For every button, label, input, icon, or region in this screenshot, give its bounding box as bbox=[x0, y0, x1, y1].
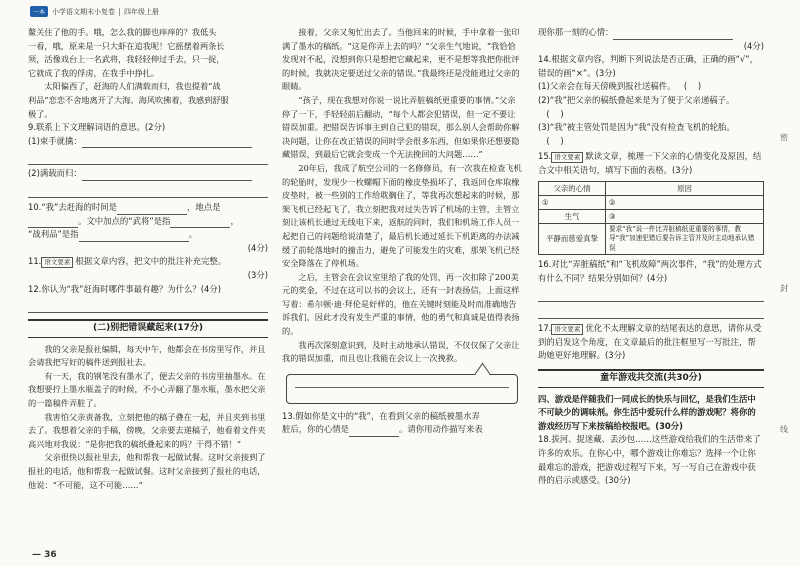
q9-2-answer-line-2[interactable] bbox=[28, 183, 268, 198]
q9-2-label: (2)满载而归： bbox=[28, 168, 82, 179]
q10-warrior-blank[interactable] bbox=[170, 217, 230, 228]
q13-text-c: 。请你用动作描写来表 bbox=[399, 424, 483, 435]
q12-answer-line[interactable] bbox=[28, 298, 268, 313]
q14-3-paren[interactable]: ( ) bbox=[546, 135, 564, 146]
q13-text-d: 现你那一刻的心情： bbox=[538, 27, 614, 37]
passage-line: 鳌关住了他的手。哦，怎么我的脚也痒痒的？我低头 bbox=[28, 27, 217, 37]
part-2-title: (二)别把错误藏起来(17分) bbox=[28, 319, 268, 338]
q10-text-a: 10.“我”去赶海的时间是 bbox=[28, 201, 117, 212]
passage-line: 太阳偏西了，赶海的人们满载而归，我也提着“战 bbox=[44, 81, 221, 92]
q14-3: (3)“我”被主管处罚是因为“我”没有检查飞机的轮胎。 bbox=[538, 122, 735, 133]
passage2-para: 我再次深刻意识到，及时主动地承认错误，不仅仅保了父亲让我的错误加重，而且也让我能在会议上一次挽救。 bbox=[282, 339, 520, 364]
passage-line: 利品”恋恋不舍地离开了大海。海风吹拂着，我感到舒服 bbox=[28, 94, 229, 105]
q13-score: (4分) bbox=[743, 40, 764, 51]
question-16: 16.对比“弄脏稿纸”和“飞机故障”两次事件，“我”的处理方式有什么不同？结果分别如何？(4分) bbox=[538, 259, 762, 283]
q14-1: (1)父亲会在每天傍晚到报社送稿件。 bbox=[538, 81, 676, 92]
passage2-para: 接着，父亲又匆忙出去了。当他回来的时候，手中拿着一张印满了墨水的稿纸。“这是你弄上去的吗？”父亲生气地说，“我恰恰发现对不起，没想到你只是想把它藏起来，更不是想等我把你批评的时候，我就决定要送过父亲的错误。”我最终还是没能逃过父亲的眼睛。 bbox=[282, 27, 520, 92]
question-14: 14.根据文章内容，判断下列说法是否正确，正确的画“√”，错误的画“×”。(3分) bbox=[538, 54, 758, 78]
header-divider bbox=[119, 8, 120, 16]
q13-mood-blank[interactable] bbox=[349, 426, 399, 437]
passage2-para: 父亲很快以报社里去，他和帮我一起做试餐。这时父亲接到了报社的电话，他和帮我一起做试餐。这时父亲接到了报社的电话，他说：“不可能，这不可能……” bbox=[28, 452, 266, 490]
q13-text-a: 13.假如你是文中的“我”，在看到父亲的稿纸被墨水弄 bbox=[282, 410, 480, 421]
passage2-para: 20年后，我成了航空公司的一名修修员，有一次我在检查飞机的轮胎时，发现少一枚螺帽下面的橡皮垫损坏了，我返回仓库取橡皮垫时，被一些别的工作给耽搁住了，等我再次想起来的时候，那架飞机已经起飞了，我立刻把我对过失告诉了机场的主管，主管立刻让该机长通过无线电下来，返航的同时，我们和机场工作人员一起把自己的问题给说清楚了，最后机长通过延长下机距离的办法减缓了前轮落地时的撞击力，避免了可能发生的灾难，那架飞机已经安全降落在了停机场。 bbox=[282, 162, 522, 269]
q9-1-answer-line-2[interactable] bbox=[28, 150, 268, 165]
passage2-para: 有一天，我的钢笔没有墨水了，便去父亲的书房里抽墨水。在我想要拧上墨水瓶盖子的时候，不小心弄翻了墨水瓶，墨水把父亲的一篇稿件弄脏了。 bbox=[28, 370, 266, 409]
book-title: 小学语文期末小复卷 bbox=[52, 7, 116, 16]
q10-trophy-blank[interactable] bbox=[79, 231, 189, 242]
table-cell: 要求“我”说一件比弄脏稿纸更重要的事情，教导“我”加速犯错后要告诉主管并及时主动地承认错误 bbox=[606, 223, 764, 255]
q11-tag: 语文要素 bbox=[41, 257, 73, 268]
passage-line: 一看，哦，原来是一只大虾在追我呢！它摇摆着两条长 bbox=[28, 40, 225, 51]
q16-answer-line-2[interactable] bbox=[538, 304, 764, 319]
question-9: 9.联系上下文理解词语的意思。(2分) bbox=[28, 122, 166, 133]
q14-2: (2)“我”把父亲的稿纸叠起来是为了便于父亲递稿子。 bbox=[538, 94, 735, 105]
q14-1-paren[interactable]: ( ) bbox=[683, 81, 702, 92]
page-number: — 36 bbox=[32, 550, 57, 560]
grade-label: 四年级上册 bbox=[124, 7, 160, 16]
q10-text-d: ， bbox=[230, 215, 239, 226]
question-12: 12.你认为“我”赶海时哪件事最有趣？为什么？(4分) bbox=[28, 283, 221, 294]
annotation-line bbox=[295, 387, 509, 388]
brand-logo: 一本 bbox=[30, 6, 48, 17]
q17-number: 17. bbox=[538, 323, 552, 334]
q10-text-e: “战利品”是指 bbox=[28, 229, 79, 240]
q14-2-paren[interactable]: ( ) bbox=[546, 108, 564, 119]
q11-text: 根据文章内容，把文中的批注补充完整。 bbox=[75, 256, 227, 267]
q10-score: (4分) bbox=[247, 242, 268, 253]
table-cell: 平静而慈爱真挚 bbox=[539, 223, 606, 255]
passage-line: 极了。 bbox=[28, 108, 53, 119]
passage-line: 须，活像戏台上一名武将，我轻轻伸过手去，只一捉， bbox=[28, 54, 225, 65]
table-header-reason: 原因 bbox=[606, 181, 764, 195]
question-18: 18.拔河、捉迷藏、丢沙包……这些游戏给我们的生活带来了许多的欢乐。在你心中，哪个游戏让你难忘？选择一个让你最难忘的游戏，把游戏过程写下来，写一写自己在游戏中获得的启示或感受。(30分) bbox=[538, 434, 761, 486]
q9-1-answer-line[interactable] bbox=[82, 137, 252, 148]
table-cell[interactable]: ① bbox=[539, 195, 606, 209]
seal-mark-mi: 密 bbox=[780, 133, 788, 142]
table-cell[interactable]: ③ bbox=[606, 209, 764, 223]
q11-number: 11. bbox=[28, 256, 42, 267]
table-header-mood: 父亲的心情 bbox=[539, 181, 606, 195]
table-row bbox=[539, 195, 764, 209]
q13-action-blank[interactable] bbox=[613, 29, 733, 40]
q17-tag: 语文要素 bbox=[551, 324, 583, 335]
column-right bbox=[538, 26, 764, 488]
q16-answer-line[interactable] bbox=[538, 287, 764, 302]
section-4-intro: 四、游戏是伴随我们一同成长的快乐与回忆，是我们生活中不可缺少的调味剂。你生活中爱玩什么样的游戏呢？将你的游戏经历写下来按稿给校报吧。(30分) bbox=[538, 393, 756, 431]
passage-line: 它就成了我的俘虏，在我手中挣扎。 bbox=[28, 67, 160, 78]
table-cell[interactable]: ② bbox=[606, 195, 764, 209]
q15-text: 默读文章，梳理一下父亲的心情变化及原因，结合文中相关语句，填写下面的表格。(3分) bbox=[538, 151, 762, 175]
passage2-para: 我的父亲是报社编辑，每天中午，他都会在书房里写作，并且会请我把写好的稿件送到报社去。 bbox=[28, 343, 266, 368]
mood-table bbox=[538, 181, 764, 256]
seal-mark-xian: 线 bbox=[780, 425, 788, 434]
q17-text: 优化不太理解文章的结尾表达的意思，请你从受到的启发这个角度，在文章最后的批注框里写一写批注，帮助她更好地理解。(3分) bbox=[538, 323, 762, 361]
q11-score: (3分) bbox=[247, 269, 268, 280]
table-cell: 生气 bbox=[539, 209, 606, 223]
q15-tag: 语文要素 bbox=[551, 152, 583, 163]
q13-text-b: 脏后，你的心情是 bbox=[282, 424, 349, 435]
column-left bbox=[28, 26, 268, 492]
annotation-box[interactable] bbox=[286, 374, 518, 404]
q10-text-e2: 。 bbox=[188, 229, 197, 240]
q10-time-blank[interactable] bbox=[117, 204, 187, 215]
table-row bbox=[539, 209, 764, 223]
q10-text-c: 。文中加点的“武将”是指 bbox=[78, 215, 171, 226]
q15-number: 15. bbox=[538, 151, 552, 162]
q9-2-answer-line[interactable] bbox=[82, 170, 252, 181]
passage2-para: “孩子，现在我想对你说一说比弄脏稿纸更重要的事情。”父亲停了一下，手轻轻前后翻动，“每个人都会犯错误，但一定不要让错误加重。把错误告诉事主到自己犯的错误，那么别人会帮助你解决问题，让你在改正错误的同时学会很多东西，但如果你还想要隐藏错误，到最后它就会变成一个无法挽回的大问题……” bbox=[282, 94, 520, 160]
page-number-value: 36 bbox=[44, 550, 57, 560]
q9-1-label: (1)束手就擒： bbox=[28, 135, 82, 146]
passage2-para: 我害怕父亲责备我，立刻把他的稿子叠在一起，并且夹到书里去了。我想着父亲的手稿，傍晚，父亲要去递稿子，他看着文件夹高兴地对我说：“是你把我的稿纸叠起来的吗？干得不错！” bbox=[28, 411, 266, 449]
q10-text-b: ，地点是 bbox=[187, 201, 221, 212]
page-header bbox=[30, 6, 159, 17]
seal-mark-feng: 封 bbox=[780, 284, 788, 293]
q10-place-blank[interactable] bbox=[28, 217, 78, 228]
column-middle bbox=[282, 26, 522, 437]
table-row bbox=[539, 223, 764, 255]
section-4-title: 童年游戏共交流(共30分) bbox=[538, 369, 764, 388]
passage2-para: 之后，主管会在会议室里给了我的处罚，再一次扣除了200美元的奖金，不过在这可以书的会议上，还有一封表扬信，上面这样写着：希尔顿·迪·拜伦是好样的，他在关键时刻能及时而准确地告诉我们，因此才没有发生严重的事情，他的勇气和真诚是值得表扬的。 bbox=[282, 271, 520, 337]
